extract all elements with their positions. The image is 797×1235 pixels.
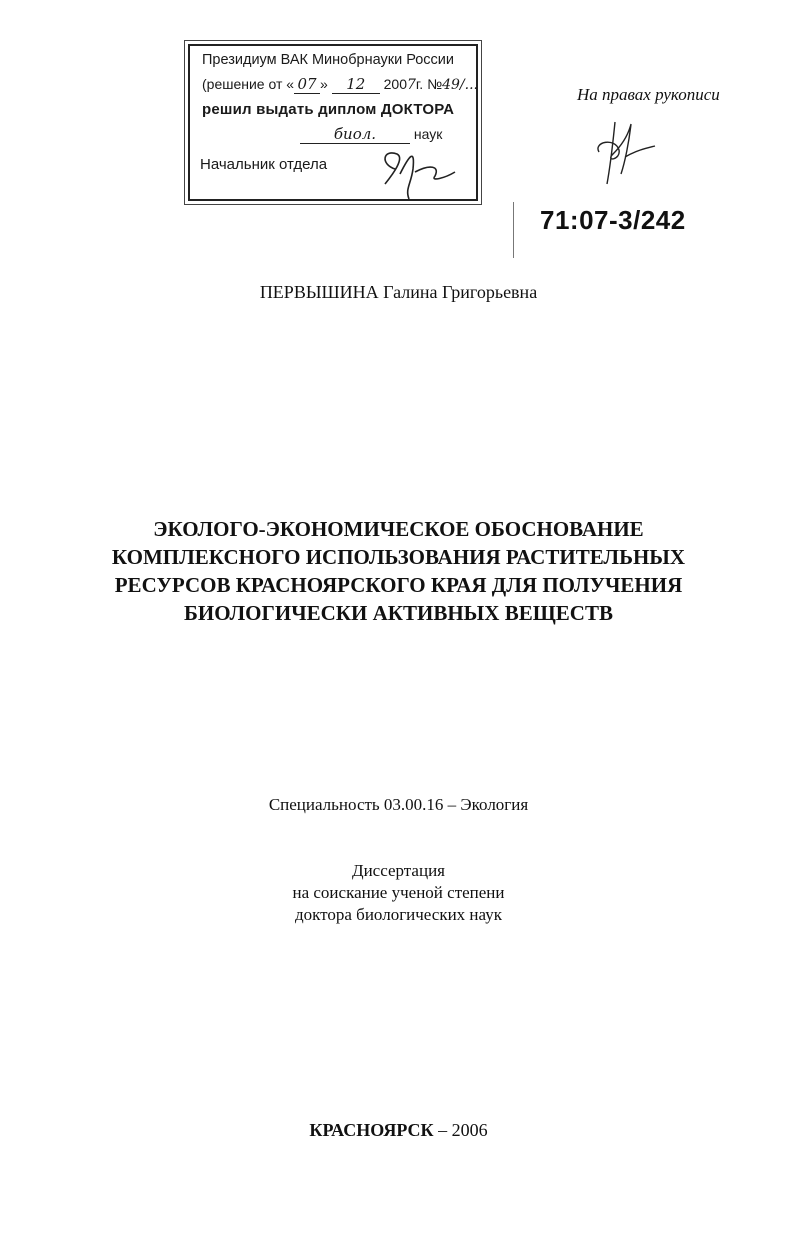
archive-code: 71:07-3/242 — [540, 205, 686, 235]
vak-stamp — [188, 44, 478, 201]
stamp-presidium-line: Президиум ВАК Минобрнауки России — [202, 52, 455, 68]
author-signature-icon — [585, 112, 665, 192]
title-line: КОМПЛЕКСНОГО ИСПОЛЬЗОВАНИЯ РАСТИТЕЛЬНЫХ — [111, 545, 686, 569]
stamp-month: 12 — [332, 78, 380, 94]
thesis-description — [0, 860, 797, 926]
margin-mark — [513, 202, 514, 258]
stamp-year-digit: 7 — [406, 77, 416, 93]
stamp-diploma-line: решил выдать диплом ДОКТОРА — [202, 101, 455, 118]
stamp-number-prefix: г. № — [415, 76, 443, 92]
title-line: БИОЛОГИЧЕСКИ АКТИВНЫХ ВЕЩЕСТВ — [184, 601, 613, 625]
thesis-line: доктора биологических наук — [295, 905, 502, 924]
specialty: Специальность 03.00.16 – Экология — [268, 795, 529, 814]
stamp-science-line — [300, 126, 468, 144]
stamp-number: 49/... — [442, 77, 478, 93]
city-year — [0, 1120, 797, 1141]
year: – 2006 — [438, 1120, 488, 1140]
stamp-science: биол. — [300, 128, 410, 144]
title-line: РЕСУРСОВ КРАСНОЯРСКОГО КРАЯ ДЛЯ ПОЛУЧЕНИЯ — [114, 573, 683, 597]
dissertation-title — [0, 515, 797, 627]
title-line: ЭКОЛОГО-ЭКОНОМИЧЕСКОЕ ОБОСНОВАНИЕ — [153, 517, 644, 541]
stamp-year-prefix: 200 — [383, 76, 407, 92]
stamp-decision-line: (решение от « 07 » 12 2007г. №49/... — [202, 75, 478, 93]
stamp-head-line: Начальник отдела — [200, 156, 328, 173]
thesis-line: Диссертация — [351, 861, 445, 880]
rights-note: На правах рукописи — [577, 85, 720, 104]
stamp-science-suffix: наук — [413, 126, 443, 142]
author-name: ПЕРВЫШИНА Галина Григорьевна — [259, 282, 538, 302]
stamp-decision-prefix: (решение от « — [202, 76, 295, 92]
city: КРАСНОЯРСК — [309, 1120, 434, 1140]
thesis-line: на соискание ученой степени — [292, 883, 505, 902]
stamp-signature-icon — [375, 144, 465, 204]
stamp-day: 07 — [294, 78, 320, 94]
